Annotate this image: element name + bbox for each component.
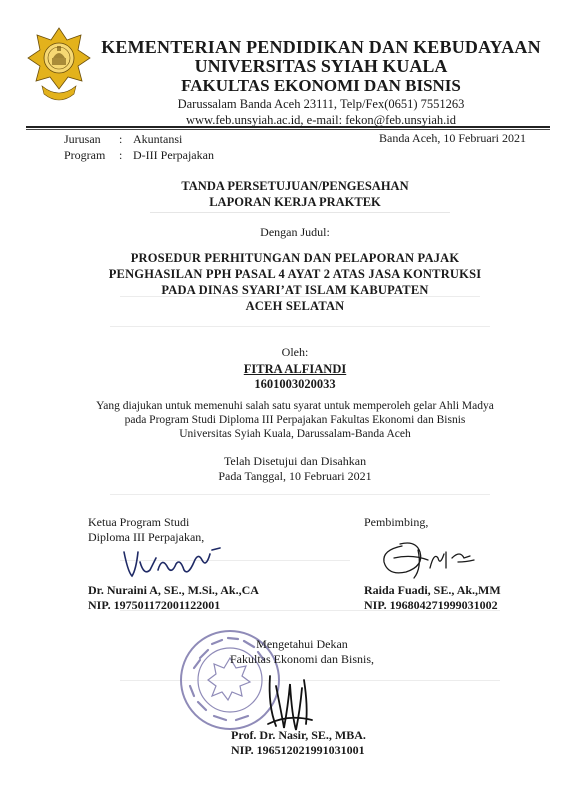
dean-line: Mengetahui Dekan (256, 637, 348, 651)
report-title (60, 250, 530, 314)
title-line: PENGHASILAN PPH PASAL 4 AYAT 2 ATAS JASA KONTRUKSI (108, 267, 482, 281)
approval-statement (60, 454, 530, 484)
department-value: Akuntansi (133, 132, 183, 146)
dean-line: Fakultas Ekonomi dan Bisnis, (230, 652, 374, 666)
heading-line: LAPORAN KERJA PRAKTEK (209, 195, 381, 209)
purpose-line: Yang diajukan untuk memenuhi salah satu syarat untuk memperoleh gelar Ahli Madya (96, 400, 494, 412)
purpose-line: pada Program Studi Diploma III Perpajakan Fakultas Ekonomi dan Bisnis (124, 414, 466, 426)
document-date: Banda Aceh, 10 Februari 2021 (379, 131, 526, 145)
left-signatory-nip: NIP. 197501172001122001 (88, 598, 221, 612)
department-label: Jurusan (64, 132, 101, 146)
title-line: PADA DINAS SYARI’AT ISLAM KABUPATEN (161, 283, 429, 297)
colon: : (119, 132, 123, 146)
program-value: D-III Perpajakan (133, 148, 214, 162)
dean-name: Prof. Dr. Nasir, SE., MBA. (231, 728, 366, 742)
student-npm: 1601003020033 (254, 377, 336, 391)
page-heading (60, 178, 530, 210)
letterhead (96, 38, 546, 128)
faculty-name: FAKULTAS EKONOMI DAN BISNIS (181, 76, 461, 95)
role-line: Diploma III Perpajakan, (88, 530, 205, 544)
faculty-contact: www.feb.unsyiah.ac.id, e-mail: fekon@feb.unsyiah.id (185, 113, 456, 127)
left-signature-icon (118, 540, 228, 584)
dean-signature-icon (262, 666, 318, 736)
student-name: FITRA ALFIANDI (243, 362, 347, 376)
with-title-label: Dengan Judul: (260, 225, 330, 239)
right-signature-icon (372, 532, 484, 584)
by-label: Oleh: (281, 345, 309, 359)
purpose-statement (60, 399, 530, 441)
dean-acknowledgement (222, 637, 382, 667)
purpose-line: Universitas Syiah Kuala, Darussalam-Banda Aceh (179, 428, 411, 440)
dean-nip: NIP. 196512021991031001 (231, 743, 365, 757)
ministry-name: KEMENTERIAN PENDIDIKAN DAN KEBUDAYAAN (101, 37, 541, 57)
right-signatory-role: Pembimbing, (364, 515, 429, 529)
colon: : (119, 148, 123, 162)
title-line: ACEH SELATAN (245, 299, 345, 313)
left-signatory-name: Dr. Nuraini A, SE., M.Si., Ak.,CA (88, 583, 259, 597)
approval-line: Pada Tanggal, 10 Februari 2021 (218, 469, 372, 483)
right-signatory-name: Raida Fuadi, SE., Ak.,MM (364, 583, 501, 597)
title-line: PROSEDUR PERHITUNGAN DAN PELAPORAN PAJAK (130, 251, 460, 265)
program-label: Program (64, 148, 106, 162)
university-name: UNIVERSITAS SYIAH KUALA (194, 56, 448, 76)
faculty-address: Darussalam Banda Aceh 23111, Telp/Fex(0651) 7551263 (177, 97, 465, 111)
letterhead-divider-thin (26, 129, 550, 130)
university-crest-icon (26, 26, 92, 110)
heading-line: TANDA PERSETUJUAN/PENGESAHAN (181, 179, 409, 193)
approval-line: Telah Disetujui dan Disahkan (223, 454, 367, 468)
role-line: Ketua Program Studi (88, 515, 190, 529)
student-block (60, 362, 530, 392)
right-signatory-nip: NIP. 196804271999031002 (364, 598, 498, 612)
letterhead-divider (26, 126, 550, 128)
document-meta (64, 131, 214, 163)
